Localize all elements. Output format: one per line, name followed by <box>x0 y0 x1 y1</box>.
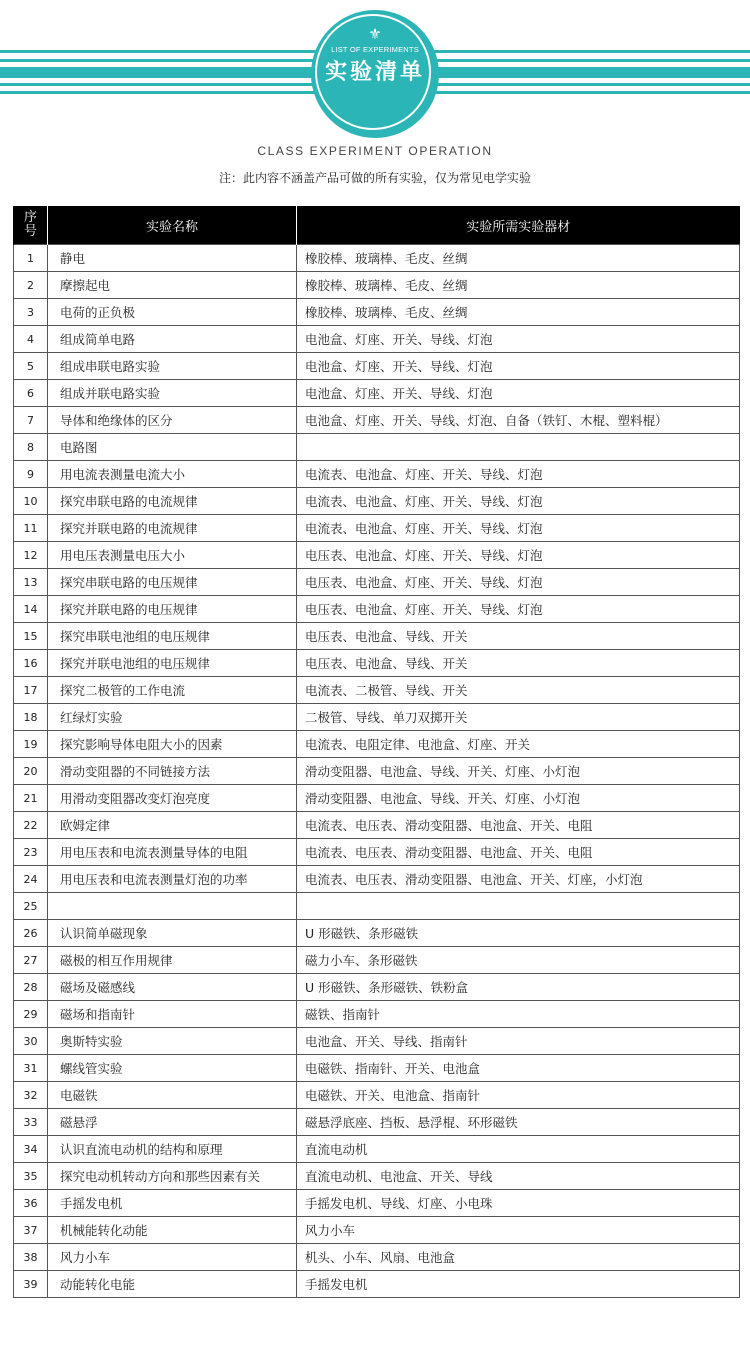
row-equipment: 电流表、电压表、滑动变阻器、电池盒、开关、灯座，小灯泡 <box>297 866 740 893</box>
row-index: 31 <box>14 1055 48 1082</box>
header-index <box>14 206 48 245</box>
row-experiment-name: 探究电动机转动方向和那些因素有关 <box>48 1163 297 1190</box>
row-equipment: 滑动变阻器、电池盒、导线、开关、灯座、小灯泡 <box>297 785 740 812</box>
row-index: 4 <box>14 326 48 353</box>
row-experiment-name: 探究串联电路的电压规律 <box>48 569 297 596</box>
row-index: 14 <box>14 596 48 623</box>
table-row <box>14 272 740 299</box>
row-experiment-name: 用电压表和电流表测量灯泡的功率 <box>48 866 297 893</box>
table-row <box>14 596 740 623</box>
fleur-de-lis-icon: ⚜ <box>368 25 382 43</box>
row-equipment <box>297 893 740 920</box>
row-equipment: 电流表、二极管、导线、开关 <box>297 677 740 704</box>
table-row <box>14 893 740 920</box>
row-experiment-name: 用电压表测量电压大小 <box>48 542 297 569</box>
table-row <box>14 947 740 974</box>
row-equipment: 电压表、电池盒、导线、开关 <box>297 623 740 650</box>
table-row <box>14 1190 740 1217</box>
table-row <box>14 299 740 326</box>
row-index: 32 <box>14 1082 48 1109</box>
table-row <box>14 569 740 596</box>
table-row <box>14 488 740 515</box>
row-equipment: 电池盒、开关、导线、指南针 <box>297 1028 740 1055</box>
row-index: 9 <box>14 461 48 488</box>
row-equipment: 电池盒、灯座、开关、导线、灯泡、自备（铁钉、木棍、塑料棍） <box>297 407 740 434</box>
row-experiment-name: 探究并联电路的电流规律 <box>48 515 297 542</box>
row-index: 3 <box>14 299 48 326</box>
row-index: 35 <box>14 1163 48 1190</box>
row-equipment: 直流电动机 <box>297 1136 740 1163</box>
table-row <box>14 758 740 785</box>
table-row <box>14 1163 740 1190</box>
row-experiment-name: 摩擦起电 <box>48 272 297 299</box>
row-index: 26 <box>14 920 48 947</box>
table-row <box>14 650 740 677</box>
row-experiment-name: 静电 <box>48 245 297 272</box>
row-experiment-name: 认识直流电动机的结构和原理 <box>48 1136 297 1163</box>
row-equipment: 电压表、电池盒、灯座、开关、导线、灯泡 <box>297 569 740 596</box>
table-row <box>14 1217 740 1244</box>
row-index: 20 <box>14 758 48 785</box>
table-row <box>14 866 740 893</box>
table-row <box>14 1028 740 1055</box>
row-index: 37 <box>14 1217 48 1244</box>
row-experiment-name: 红绿灯实验 <box>48 704 297 731</box>
row-equipment: 电磁铁、指南针、开关、电池盒 <box>297 1055 740 1082</box>
row-experiment-name: 探究串联电路的电流规律 <box>48 488 297 515</box>
table-row <box>14 812 740 839</box>
row-experiment-name: 探究并联电路的电压规律 <box>48 596 297 623</box>
row-index: 29 <box>14 1001 48 1028</box>
table-row <box>14 623 740 650</box>
table-row <box>14 407 740 434</box>
table-row <box>14 542 740 569</box>
table-row <box>14 1244 740 1271</box>
row-equipment: 电流表、电压表、滑动变阻器、电池盒、开关、电阻 <box>297 839 740 866</box>
row-equipment: 磁悬浮底座、挡板、悬浮棍、环形磁铁 <box>297 1109 740 1136</box>
row-experiment-name: 磁极的相互作用规律 <box>48 947 297 974</box>
row-equipment: 二极管、导线、单刀双掷开关 <box>297 704 740 731</box>
table-row <box>14 704 740 731</box>
row-index: 39 <box>14 1271 48 1298</box>
table-row <box>14 1109 740 1136</box>
header-index-label: 序号 <box>24 210 38 239</box>
badge-subtitle: LIST OF EXPERIMENTS <box>331 45 419 54</box>
row-equipment: 手摇发电机、导线、灯座、小电珠 <box>297 1190 740 1217</box>
table-row <box>14 353 740 380</box>
row-index: 12 <box>14 542 48 569</box>
row-experiment-name: 用电流表测量电流大小 <box>48 461 297 488</box>
row-equipment: 机头、小车、风扇、电池盒 <box>297 1244 740 1271</box>
row-equipment: 橡胶棒、玻璃棒、毛皮、丝绸 <box>297 272 740 299</box>
row-equipment: 电压表、电池盒、导线、开关 <box>297 650 740 677</box>
row-equipment: 电压表、电池盒、灯座、开关、导线、灯泡 <box>297 542 740 569</box>
row-index: 13 <box>14 569 48 596</box>
table-row <box>14 920 740 947</box>
table-header-row <box>14 206 740 245</box>
row-index: 25 <box>14 893 48 920</box>
table-row <box>14 1055 740 1082</box>
badge-title: 实验清单 <box>324 60 425 85</box>
table-row <box>14 677 740 704</box>
row-experiment-name: 探究影响导体电阻大小的因素 <box>48 731 297 758</box>
row-index: 23 <box>14 839 48 866</box>
row-index: 2 <box>14 272 48 299</box>
row-equipment: 直流电动机、电池盒、开关、导线 <box>297 1163 740 1190</box>
row-index: 34 <box>14 1136 48 1163</box>
row-experiment-name: 电磁铁 <box>48 1082 297 1109</box>
row-index: 18 <box>14 704 48 731</box>
row-equipment: 电磁铁、开关、电池盒、指南针 <box>297 1082 740 1109</box>
row-equipment: 磁铁、指南针 <box>297 1001 740 1028</box>
row-index: 36 <box>14 1190 48 1217</box>
row-index: 1 <box>14 245 48 272</box>
row-index: 16 <box>14 650 48 677</box>
row-experiment-name: 滑动变阻器的不同链接方法 <box>48 758 297 785</box>
row-index: 22 <box>14 812 48 839</box>
row-index: 38 <box>14 1244 48 1271</box>
row-index: 6 <box>14 380 48 407</box>
row-equipment: 橡胶棒、玻璃棒、毛皮、丝绸 <box>297 299 740 326</box>
row-equipment: 磁力小车、条形磁铁 <box>297 947 740 974</box>
table-row <box>14 245 740 272</box>
row-index: 8 <box>14 434 48 461</box>
row-equipment: U 形磁铁、条形磁铁 <box>297 920 740 947</box>
table-row <box>14 326 740 353</box>
title-badge <box>311 10 439 138</box>
row-equipment: 电流表、电池盒、灯座、开关、导线、灯泡 <box>297 515 740 542</box>
row-equipment: 电压表、电池盒、灯座、开关、导线、灯泡 <box>297 596 740 623</box>
note-text: 注：此内容不涵盖产品可做的所有实验，仅为常见电学实验 <box>218 171 531 185</box>
row-index: 30 <box>14 1028 48 1055</box>
row-equipment: 电流表、电池盒、灯座、开关、导线、灯泡 <box>297 461 740 488</box>
row-experiment-name: 组成并联电路实验 <box>48 380 297 407</box>
table-row <box>14 974 740 1001</box>
table-row <box>14 839 740 866</box>
table-row <box>14 434 740 461</box>
experiment-table <box>13 206 740 1298</box>
table-row <box>14 785 740 812</box>
row-experiment-name: 组成简单电路 <box>48 326 297 353</box>
row-experiment-name: 探究串联电池组的电压规律 <box>48 623 297 650</box>
row-experiment-name: 探究二极管的工作电流 <box>48 677 297 704</box>
header-equipment: 实验所需实验器材 <box>297 206 740 245</box>
row-index: 15 <box>14 623 48 650</box>
row-experiment-name: 磁场及磁感线 <box>48 974 297 1001</box>
row-equipment: 电池盒、灯座、开关、导线、灯泡 <box>297 353 740 380</box>
row-experiment-name: 电路图 <box>48 434 297 461</box>
row-index: 10 <box>14 488 48 515</box>
row-equipment: 电流表、电阻定律、电池盒、灯座、开关 <box>297 731 740 758</box>
table-row <box>14 1271 740 1298</box>
row-index: 28 <box>14 974 48 1001</box>
row-experiment-name: 电荷的正负极 <box>48 299 297 326</box>
header-name: 实验名称 <box>48 206 297 245</box>
row-index: 5 <box>14 353 48 380</box>
row-equipment: 电流表、电压表、滑动变阻器、电池盒、开关、电阻 <box>297 812 740 839</box>
row-equipment: 电池盒、灯座、开关、导线、灯泡 <box>297 380 740 407</box>
row-experiment-name: 动能转化电能 <box>48 1271 297 1298</box>
row-equipment: 滑动变阻器、电池盒、导线、开关、灯座、小灯泡 <box>297 758 740 785</box>
row-experiment-name: 用电压表和电流表测量导体的电阻 <box>48 839 297 866</box>
table-row <box>14 461 740 488</box>
row-equipment <box>297 434 740 461</box>
row-experiment-name: 认识简单磁现象 <box>48 920 297 947</box>
row-experiment-name: 风力小车 <box>48 1244 297 1271</box>
row-index: 17 <box>14 677 48 704</box>
table-row <box>14 731 740 758</box>
row-experiment-name: 欧姆定律 <box>48 812 297 839</box>
row-experiment-name: 磁悬浮 <box>48 1109 297 1136</box>
table-row <box>14 1136 740 1163</box>
english-title: CLASS EXPERIMENT OPERATION <box>257 144 493 158</box>
row-equipment: 手摇发电机 <box>297 1271 740 1298</box>
row-equipment: 风力小车 <box>297 1217 740 1244</box>
row-experiment-name: 机械能转化动能 <box>48 1217 297 1244</box>
row-index: 27 <box>14 947 48 974</box>
row-index: 33 <box>14 1109 48 1136</box>
row-equipment: 电流表、电池盒、灯座、开关、导线、灯泡 <box>297 488 740 515</box>
row-experiment-name: 磁场和指南针 <box>48 1001 297 1028</box>
row-equipment: 橡胶棒、玻璃棒、毛皮、丝绸 <box>297 245 740 272</box>
row-equipment: U 形磁铁、条形磁铁、铁粉盒 <box>297 974 740 1001</box>
row-experiment-name: 奥斯特实验 <box>48 1028 297 1055</box>
row-index: 19 <box>14 731 48 758</box>
row-experiment-name <box>48 893 297 920</box>
table-row <box>14 1001 740 1028</box>
row-experiment-name: 导体和绝缘体的区分 <box>48 407 297 434</box>
row-index: 24 <box>14 866 48 893</box>
table-row <box>14 1082 740 1109</box>
row-index: 21 <box>14 785 48 812</box>
row-index: 11 <box>14 515 48 542</box>
row-experiment-name: 手摇发电机 <box>48 1190 297 1217</box>
row-experiment-name: 探究并联电池组的电压规律 <box>48 650 297 677</box>
row-index: 7 <box>14 407 48 434</box>
table-row <box>14 515 740 542</box>
row-experiment-name: 组成串联电路实验 <box>48 353 297 380</box>
row-experiment-name: 螺线管实验 <box>48 1055 297 1082</box>
row-equipment: 电池盒、灯座、开关、导线、灯泡 <box>297 326 740 353</box>
table-row <box>14 380 740 407</box>
row-experiment-name: 用滑动变阻器改变灯泡亮度 <box>48 785 297 812</box>
